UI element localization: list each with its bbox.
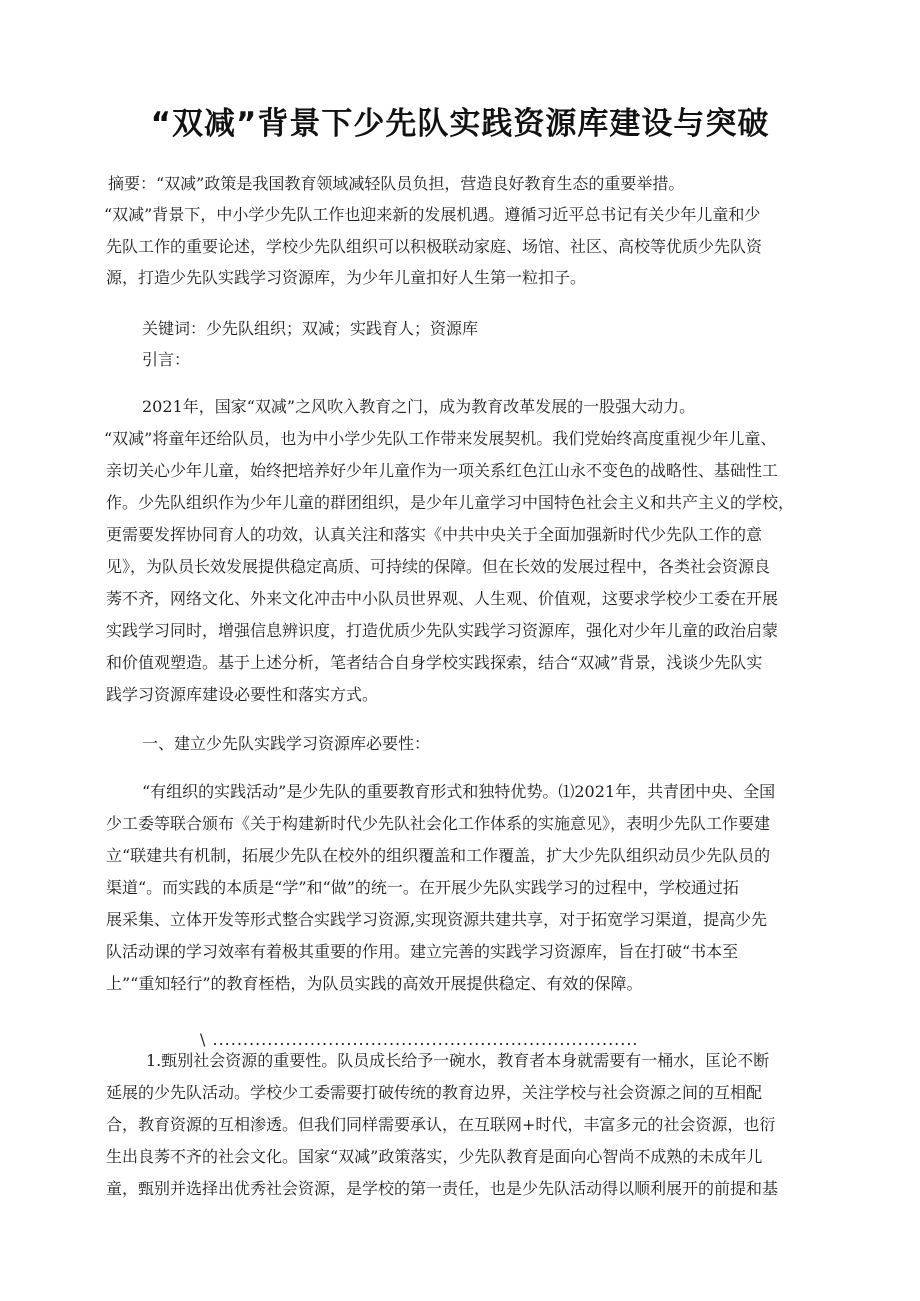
section1-line: 展采集、立体开发等形式整合实践学习资源,实现资源共建共享，对于拓宽学习渠道，提高少先 <box>106 910 768 929</box>
abstract-line: 源，打造少先队实践学习资源库，为少年儿童扣好人生第一粒扣子。 <box>106 268 587 287</box>
keywords: 关键词：少先队组织；双减；实践育人；资源库 <box>142 319 479 338</box>
point1-line: 合，教育资源的互相渗透。但我们同样需要承认，在互联网+时代，丰富多元的社会资源，也衍 <box>106 1115 776 1134</box>
section1-line: 队活动课的学习效率有着极其重要的作用。建立完善的实践学习资源库，旨在打破“书本至 <box>106 942 739 961</box>
intro-line: 实践学习同时，增强信息辨识度，打造优质少先队实践学习资源库，强化对少年儿童的政治启蒙 <box>106 621 779 640</box>
point1-line: 1.甄别社会资源的重要性。队员成长给予一碗水，教育者本身就需要有一桶水，匡论不断 <box>146 1051 770 1070</box>
intro-line: 践学习资源库建设必要性和落实方式。 <box>106 685 379 704</box>
abstract-line: 先队工作的重要论述，学校少先队组织可以积极联动家庭、场馆、社区、高校等优质少先队资 <box>106 237 763 256</box>
intro-line: 见》，为队员长效发展提供稳定高质、可持续的保障。但在长效的发展过程中，各类社会资源良 <box>106 557 771 576</box>
dotted-separator: \ ...................................................................... <box>200 1030 639 1049</box>
intro-line: 作。少先队组织作为少年儿童的群团组织，是少年儿童学习中国特色社会主义和共产主义的学校， <box>106 493 795 512</box>
point1-line: 童，甄别并选择出优秀社会资源，是学校的第一责任，也是少先队活动得以顺利展开的前提和基 <box>106 1179 779 1198</box>
section1-line: 立“联建共有机制，拓展少先队在校外的组织覆盖和工作覆盖，扩大少先队组织动员少先队员的 <box>106 846 771 865</box>
intro-line: 莠不齐，网络文化、外来文化冲击中小队员世界观、人生观、价值观，这要求学校少工委在开展 <box>106 589 779 608</box>
section1-line: “有组织的实践活动”是少先队的重要教育形式和独特优势。⑴2021年，共青团中央、全国 <box>142 782 776 801</box>
intro-line: 更需要发挥协同育人的功效，认真关注和落实《中共中央关于全面加强新时代少先队工作的意 <box>106 525 763 544</box>
intro-line: 和价值观塑造。基于上述分析，笔者结合自身学校实践探索，结合“双减”背景，浅谈少先队实 <box>106 653 763 672</box>
intro-line: 亲切关心少年儿童，始终把培养好少年儿童作为一项关系红色江山永不变色的战略性、基础性工 <box>106 461 779 480</box>
point1-line: 生出良莠不齐的社会文化。国家“双减”政策落实，少先队教育是面向心智尚不成熟的未成年儿 <box>106 1147 763 1166</box>
abstract-line: 摘要：“双减”政策是我国教育领域减轻队员负担，营造良好教育生态的重要举措。 <box>108 174 685 193</box>
abstract-line: “双减”背景下，中小学少先队工作也迎来新的发展机遇。遵循习近平总书记有关少年儿童和少 <box>104 205 761 224</box>
intro-line: “双减”将童年还给队员，也为中小学少先队工作带来发展契机。我们党始终高度重视少年儿童、 <box>104 429 777 448</box>
section1-line: 少工委等联合颁布《关于构建新时代少先队社会化工作体系的实施意见》，表明少先队工作要建 <box>106 814 771 833</box>
section-heading: 一、建立少先队实践学习资源库必要性： <box>142 734 431 753</box>
intro-label: 引言： <box>142 350 191 369</box>
document-title: “双减”背景下少先队实践资源库建设与突破 <box>150 106 770 142</box>
section1-line: 上”“重知轻行”的教育桎梏，为队员实践的高效开展提供稳定、有效的保障。 <box>106 974 643 993</box>
point1-line: 延展的少先队活动。学校少工委需要打破传统的教育边界，关注学校与社会资源之间的互相配 <box>106 1083 763 1102</box>
intro-line: 2021年，国家“双减”之风吹入教育之门，成为教育改革发展的一股强大动力。 <box>142 397 696 416</box>
section1-line: 渠道“。而实践的本质是“学”和“做”的统一。在开展少先队实践学习的过程中，学校通过拓 <box>106 878 739 897</box>
